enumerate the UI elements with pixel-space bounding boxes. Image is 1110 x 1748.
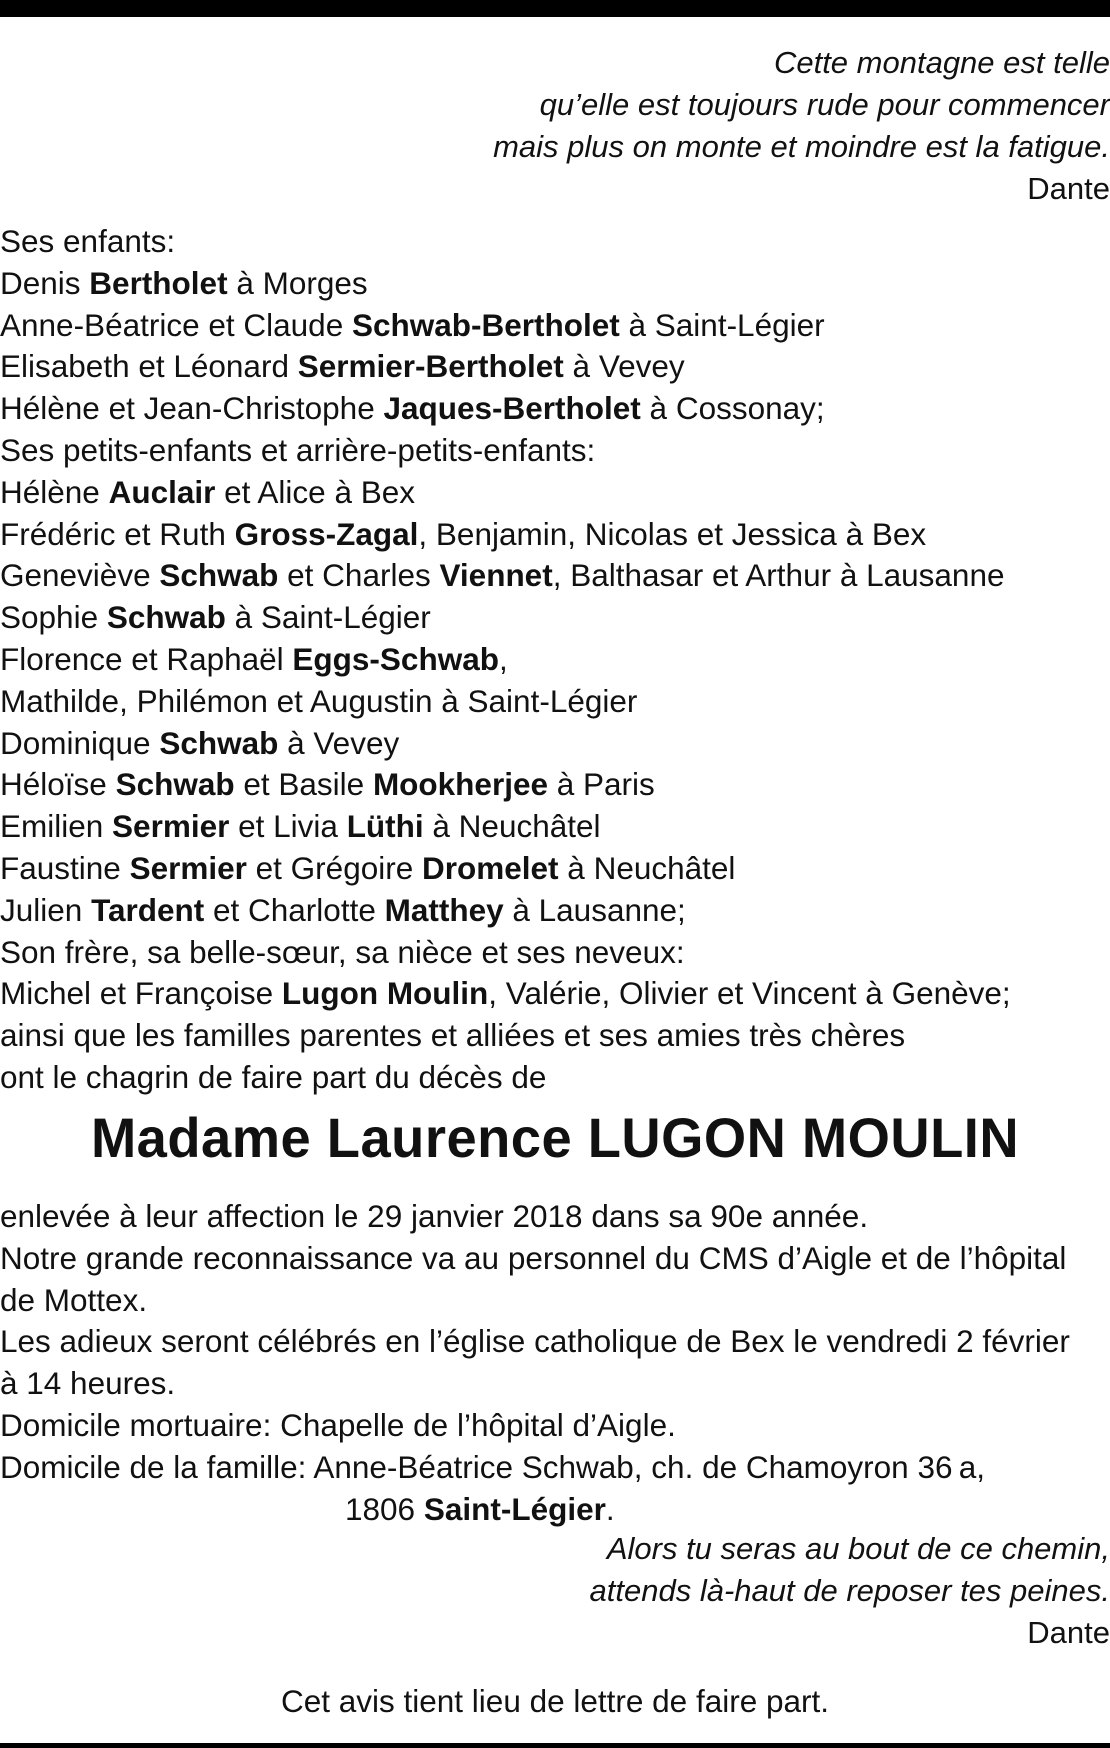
text-line	[0, 388, 1110, 430]
text-segment: à Cossonay;	[640, 390, 825, 427]
text-segment: à Neuchâtel	[423, 808, 601, 845]
text-line	[0, 1405, 1110, 1447]
text-segment: Dominique	[0, 724, 160, 761]
text-line	[0, 221, 1110, 263]
text-segment: Hélène	[0, 473, 109, 510]
text-line	[0, 1238, 1110, 1280]
surname: Auclair	[108, 473, 216, 510]
text-line	[0, 764, 1110, 806]
text-segment: Notre grande reconnaissance va au personnel du CMS d’Aigle et de l’hôpital	[0, 1239, 1067, 1276]
surname: Saint-Légier	[423, 1490, 606, 1527]
text-segment: , Valérie, Olivier et Vincent à Genève;	[488, 975, 1011, 1012]
surname: Viennet	[439, 557, 553, 594]
surname: Schwab	[115, 766, 235, 803]
text-segment: et Livia	[229, 808, 347, 845]
text-segment: Héloïse	[0, 766, 116, 803]
surname: Gross-Zagal	[234, 515, 419, 552]
family-list	[0, 221, 1110, 1099]
text-segment: Michel et Françoise	[0, 975, 282, 1012]
surname: Bertholet	[89, 264, 228, 301]
text-segment: Ses petits-enfants et arrière-petits-enfants:	[0, 431, 596, 468]
text-segment: à 14 heures.	[0, 1365, 176, 1402]
text-segment: Julien	[0, 891, 92, 928]
text-segment: à Saint-Légier	[619, 306, 825, 343]
text-segment: Hélène et Jean-Christophe	[0, 390, 384, 427]
text-segment: Geneviève	[0, 557, 160, 594]
surname: Schwab	[159, 557, 279, 594]
text-segment: et Basile	[234, 766, 373, 803]
text-line	[0, 932, 1110, 974]
text-segment: .	[605, 1490, 615, 1527]
epigraph-line: attends là-haut de reposer tes peines.	[589, 1573, 1110, 1608]
text-segment: à Paris	[548, 766, 655, 803]
text-line	[0, 1196, 1110, 1238]
surname: Schwab	[106, 599, 226, 636]
text-line	[0, 514, 1110, 556]
text-line	[0, 597, 1110, 639]
surname: Dromelet	[422, 849, 559, 886]
text-segment: de Mottex.	[0, 1281, 148, 1318]
text-segment: Denis	[0, 264, 90, 301]
text-segment: , Balthasar et Arthur à Lausanne	[552, 557, 1005, 594]
text-line	[0, 555, 1110, 597]
deceased-name: Madame Laurence LUGON MOULIN	[90, 1106, 1020, 1169]
text-line	[0, 305, 1110, 347]
surname: Lüthi	[346, 808, 424, 845]
text-segment: Frédéric et Ruth	[0, 515, 235, 552]
top-rule	[0, 0, 1110, 17]
text-segment: Faustine	[0, 849, 130, 886]
text-segment: 1806	[345, 1490, 424, 1527]
epigraph-author: Dante	[1027, 171, 1110, 206]
surname: Sermier-Bertholet	[297, 348, 564, 385]
epigraph-line: qu’elle est toujours rude pour commencer	[539, 87, 1110, 122]
text-line	[0, 1280, 1110, 1322]
text-segment: à Lausanne;	[503, 891, 686, 928]
epigraph-line: mais plus on monte et moindre est la fatigue.	[493, 129, 1110, 164]
text-line	[0, 1363, 1110, 1405]
text-segment: et Grégoire	[246, 849, 422, 886]
text-segment: Son frère, sa belle-sœur, sa nièce et ses neveux:	[0, 933, 685, 970]
text-segment: , Benjamin, Nicolas et Jessica à Bex	[418, 515, 927, 552]
text-segment: Domicile de la famille: Anne-Béatrice Schwab, ch. de Chamoyron 36 a,	[0, 1448, 986, 1485]
surname: Mookherjee	[372, 766, 548, 803]
text-line	[0, 723, 1110, 765]
text-line	[0, 1489, 1110, 1531]
surname: Sermier	[129, 849, 247, 886]
text-segment: Emilien	[0, 808, 113, 845]
text-line	[0, 848, 1110, 890]
epigraph-bottom	[0, 1528, 1110, 1654]
text-segment: Domicile mortuaire: Chapelle de l’hôpital d’Aigle.	[0, 1406, 676, 1443]
text-segment: Mathilde, Philémon et Augustin à Saint-Légier	[0, 682, 638, 719]
text-line	[0, 1447, 1110, 1489]
text-line	[0, 806, 1110, 848]
text-segment: à Vevey	[278, 724, 400, 761]
text-segment: Ses enfants:	[0, 223, 176, 259]
surname: Schwab	[159, 724, 279, 761]
text-segment: à Saint-Légier	[225, 599, 431, 636]
text-line	[0, 639, 1110, 681]
text-segment: Sophie	[0, 599, 107, 636]
text-segment: ainsi que les familles parentes et alliées et ses amies très chères	[0, 1017, 906, 1054]
text-line	[0, 1015, 1110, 1057]
text-line	[0, 430, 1110, 472]
text-line	[0, 681, 1110, 723]
text-segment: Anne-Béatrice et Claude	[0, 306, 352, 343]
surname: Jaques-Bertholet	[383, 390, 641, 427]
text-line	[0, 346, 1110, 388]
text-segment: ont le chagrin de faire part du décès de	[0, 1058, 547, 1095]
text-line	[0, 472, 1110, 514]
surname: Sermier	[112, 808, 230, 845]
epigraph-top	[0, 42, 1110, 210]
epigraph-line: Cette montagne est telle	[773, 45, 1110, 80]
text-line	[0, 973, 1110, 1015]
text-segment: et Alice à Bex	[215, 473, 415, 510]
surname: Lugon Moulin	[281, 975, 489, 1012]
surname: Matthey	[384, 891, 504, 928]
text-line	[0, 1321, 1110, 1363]
text-segment: Elisabeth et Léonard	[0, 348, 298, 385]
text-segment: Florence et Raphaël	[0, 640, 293, 677]
text-segment: et Charles	[278, 557, 440, 594]
text-segment: à Vevey	[563, 348, 685, 385]
epigraph-author: Dante	[1027, 1615, 1110, 1650]
epigraph-line: Alors tu seras au bout de ce chemin,	[606, 1531, 1110, 1566]
closing-note: Cet avis tient lieu de lettre de faire part.	[280, 1683, 830, 1719]
text-line	[0, 1057, 1110, 1099]
text-line	[0, 263, 1110, 305]
text-segment: Les adieux seront célébrés en l’église catholique de Bex le vendredi 2 février	[0, 1323, 1070, 1360]
text-line	[0, 890, 1110, 932]
text-segment: à Morges	[227, 264, 368, 301]
text-segment: enlevée à leur affection le 29 janvier 2018 dans sa 90e année.	[0, 1198, 869, 1234]
text-segment: à Neuchâtel	[558, 849, 736, 886]
text-segment: et Charlotte	[204, 891, 385, 928]
surname: Tardent	[91, 891, 205, 928]
surname: Eggs-Schwab	[292, 640, 499, 677]
bottom-rule	[0, 1743, 1110, 1748]
funeral-details	[0, 1196, 1110, 1530]
surname: Schwab-Bertholet	[351, 306, 620, 343]
text-segment: ,	[498, 640, 508, 677]
